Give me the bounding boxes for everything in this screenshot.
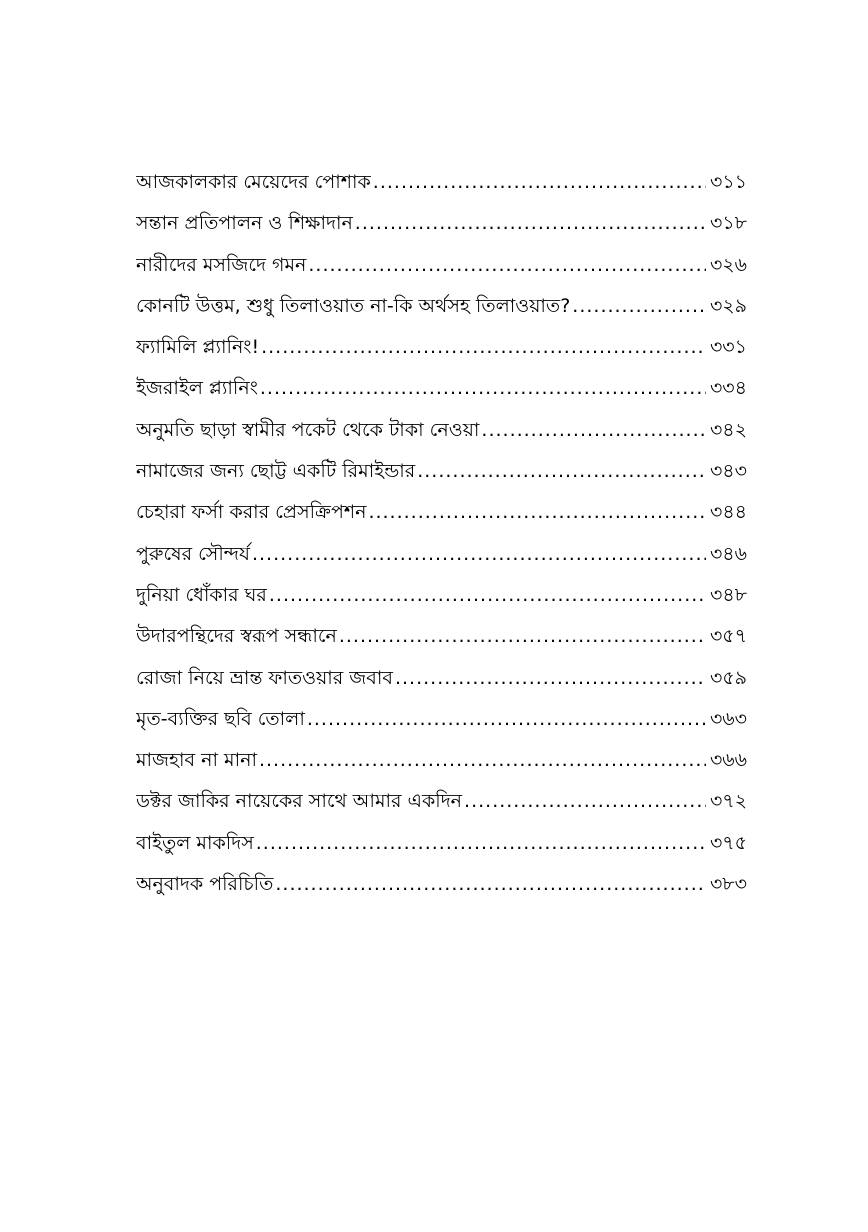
toc-dot-leader bbox=[368, 492, 706, 533]
toc-entry[interactable] bbox=[136, 534, 747, 575]
toc-entry-page: ৩১৮ bbox=[709, 212, 747, 235]
toc-entry-title: বাইতুল মাকদিস bbox=[136, 831, 254, 854]
toc-dot-leader bbox=[373, 162, 706, 203]
toc-entry-title: উদারপন্থিদের স্বরূপ সন্ধানে bbox=[136, 625, 337, 648]
toc-entry-title: কোনটি উত্তম, শুধু তিলাওয়াত না-কি অর্থসহ তিলাওয়াত? bbox=[136, 294, 571, 317]
toc-entry-title: নামাজের জন্য ছোট্ট একটি রিমাইন্ডার bbox=[136, 460, 416, 483]
toc-entry[interactable] bbox=[136, 616, 747, 657]
toc-entry-page: ৩৭৫ bbox=[709, 831, 747, 854]
toc-entry-page: ৩৩১ bbox=[709, 336, 747, 359]
table-of-contents bbox=[136, 162, 747, 905]
toc-entry-title: অনুমতি ছাড়া স্বামীর পকেট থেকে টাকা নেওয়া bbox=[136, 418, 480, 441]
toc-entry-title: রোজা নিয়ে ভ্রান্ত ফাতওয়ার জবাব bbox=[136, 666, 393, 689]
toc-entry-page: ৩৪৮ bbox=[709, 583, 747, 606]
toc-entry-page: ৩৫৯ bbox=[709, 666, 747, 689]
toc-entry-page: ৩২৬ bbox=[709, 253, 747, 276]
toc-dot-leader bbox=[481, 410, 706, 451]
toc-dot-leader bbox=[252, 534, 706, 575]
toc-entry-title: অনুবাদক পরিচিতি bbox=[136, 873, 274, 896]
toc-dot-leader bbox=[308, 245, 706, 286]
toc-dot-leader bbox=[572, 286, 706, 327]
toc-entry-title: মাজহাব না মানা bbox=[136, 749, 257, 772]
toc-entry-title: চেহারা ফর্সা করার প্রেসক্রিপশন bbox=[136, 501, 367, 524]
toc-dot-leader bbox=[260, 368, 706, 409]
toc-dot-leader bbox=[261, 327, 706, 368]
toc-entry[interactable] bbox=[136, 368, 747, 409]
toc-entry[interactable] bbox=[136, 864, 747, 905]
toc-entry-title: দুনিয়া ধোঁকার ঘর bbox=[136, 583, 267, 606]
toc-dot-leader bbox=[395, 658, 706, 699]
toc-entry-title: আজকালকার মেয়েদের পোশাক bbox=[136, 171, 371, 193]
toc-entry-title: মৃত-ব্যক্তির ছবি তোলা bbox=[136, 707, 305, 730]
toc-dot-leader bbox=[269, 575, 706, 616]
toc-entry-title: সন্তান প্রতিপালন ও শিক্ষাদান bbox=[136, 212, 353, 235]
toc-entry-title: ইজরাইল প্ল্যানিং bbox=[136, 377, 258, 400]
toc-entry-page: ৩৬৩ bbox=[709, 707, 747, 730]
toc-entry[interactable] bbox=[136, 286, 747, 327]
toc-dot-leader bbox=[259, 740, 706, 781]
toc-entry-title: পুরুষের সৌন্দর্য bbox=[136, 542, 250, 565]
toc-entry-page: ৩৭২ bbox=[709, 790, 747, 813]
toc-dot-leader bbox=[256, 823, 706, 864]
toc-entry[interactable] bbox=[136, 492, 747, 533]
toc-dot-leader bbox=[355, 203, 706, 244]
toc-entry-page: ৩৬৬ bbox=[709, 749, 747, 772]
toc-dot-leader bbox=[464, 781, 706, 822]
toc-entry-page: ৩১১ bbox=[709, 171, 747, 193]
toc-entry[interactable] bbox=[136, 699, 747, 740]
toc-entry-page: ৩৪২ bbox=[709, 418, 747, 441]
toc-entry-title: ডক্টর জাকির নায়েকের সাথে আমার একদিন bbox=[136, 790, 463, 813]
toc-entry[interactable] bbox=[136, 162, 747, 203]
toc-dot-leader bbox=[339, 616, 706, 657]
toc-entry[interactable] bbox=[136, 203, 747, 244]
toc-entry-page: ৩৩৪ bbox=[709, 377, 747, 400]
toc-entry-page: ৩৫৭ bbox=[709, 625, 747, 648]
toc-entry[interactable] bbox=[136, 823, 747, 864]
toc-entry[interactable] bbox=[136, 781, 747, 822]
toc-entry-page: ৩৪৪ bbox=[709, 501, 747, 524]
toc-entry[interactable] bbox=[136, 658, 747, 699]
toc-dot-leader bbox=[275, 864, 706, 905]
toc-entry-page: ৩৪৩ bbox=[709, 460, 747, 483]
toc-dot-leader bbox=[417, 451, 706, 492]
toc-entry-page: ৩৪৬ bbox=[709, 542, 747, 565]
toc-entry-page: ৩২৯ bbox=[709, 294, 747, 317]
toc-entry[interactable] bbox=[136, 451, 747, 492]
toc-entry[interactable] bbox=[136, 410, 747, 451]
toc-entry[interactable] bbox=[136, 740, 747, 781]
toc-dot-leader bbox=[307, 699, 706, 740]
toc-entry[interactable] bbox=[136, 245, 747, 286]
toc-entry-title: ফ্যামিলি প্ল্যানিং! bbox=[136, 336, 260, 359]
toc-entry-page: ৩৮৩ bbox=[709, 873, 747, 896]
toc-entry-title: নারীদের মসজিদে গমন bbox=[136, 253, 307, 276]
toc-entry[interactable] bbox=[136, 327, 747, 368]
toc-entry[interactable] bbox=[136, 575, 747, 616]
